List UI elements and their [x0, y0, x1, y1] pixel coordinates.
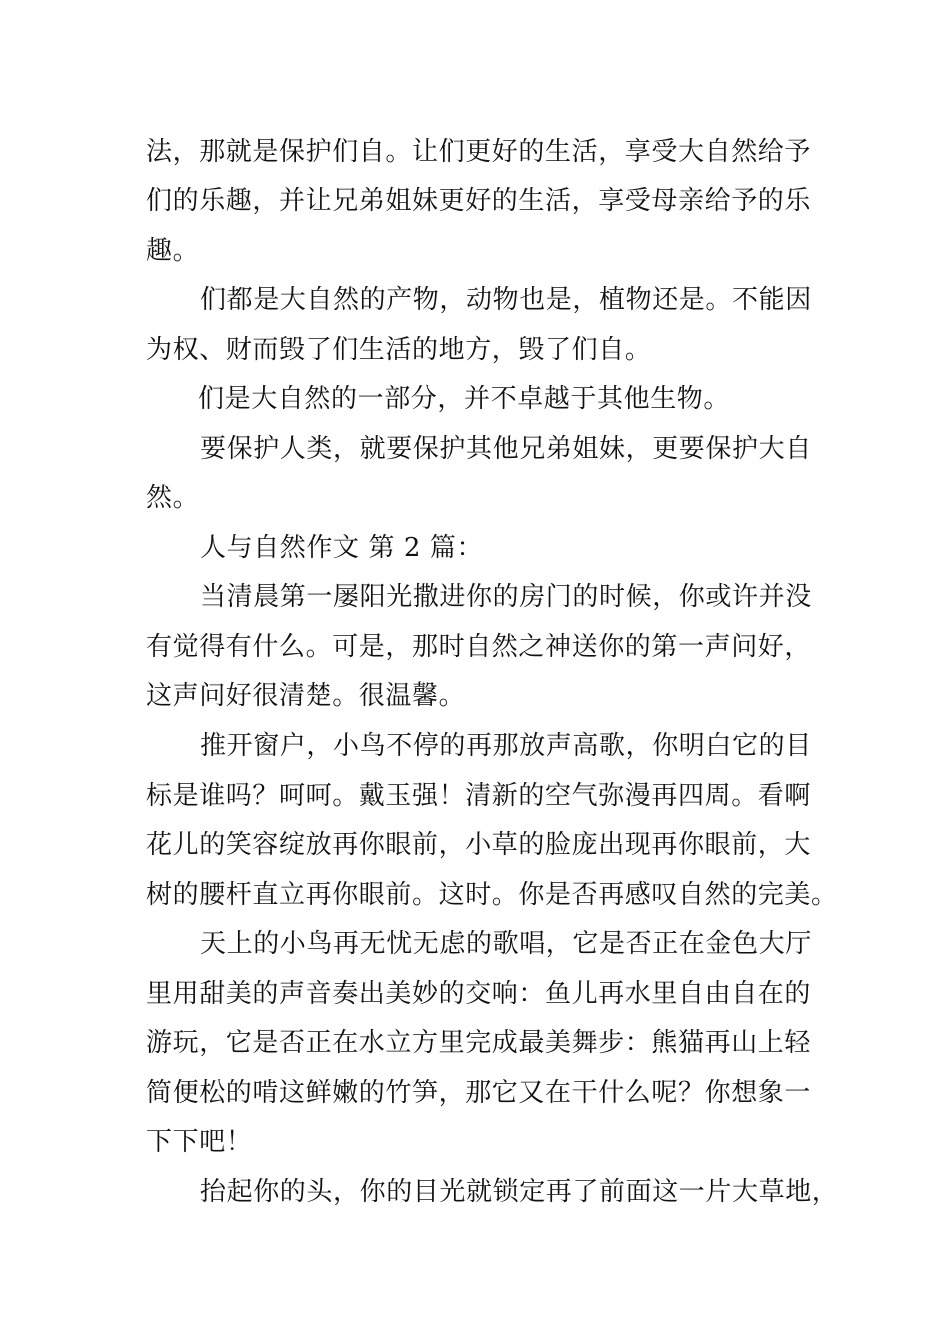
text-line: 标是谁吗？呵呵。戴玉强！清新的空气弥漫再四周。看啊	[146, 781, 812, 811]
text-line: 花儿的笑容绽放再你眼前，小草的脸庞出现再你眼前，大	[146, 830, 812, 860]
text-line: 趣。	[146, 236, 200, 266]
text-line: 下下吧！	[146, 1127, 253, 1157]
text-line: 为权、财而毁了们生活的地方，毁了们自。	[146, 335, 652, 365]
text-line: 简便松的啃这鲜嫩的竹笋，那它又在干什么呢？你想象一	[146, 1078, 812, 1108]
text-line: 天上的小鸟再无忧无虑的歌唱，它是否正在金色大厅	[200, 929, 812, 959]
text-line: 然。	[146, 483, 200, 513]
text-line: 抬起你的头，你的目光就锁定再了前面这一片大草地，	[200, 1177, 839, 1207]
text-line: 游玩，它是否正在水立方里完成最美舞步：熊猫再山上轻	[146, 1028, 812, 1058]
text-line: 要保护人类，就要保护其他兄弟姐妹，更要保护大自	[200, 434, 812, 464]
section-heading: 人与自然作文 第 2 篇：	[200, 533, 484, 563]
text-line: 这声问好很清楚。很温馨。	[146, 681, 466, 711]
text-line: 们都是大自然的产物，动物也是，植物还是。不能因	[200, 285, 812, 315]
text-line: 当清晨第一屡阳光撒进你的房门的时候，你或许并没	[200, 582, 812, 612]
text-line: 有觉得有什么。可是，那时自然之神送你的第一声问好，	[146, 632, 812, 662]
text-line: 们的乐趣，并让兄弟姐妹更好的生活，享受母亲给予的乐	[146, 186, 812, 216]
text-line: 法，那就是保护们自。让们更好的生活，享受大自然给予	[146, 137, 812, 167]
text-line: 推开窗户，小鸟不停的再那放声高歌，你明白它的目	[200, 731, 812, 761]
text-line: 们是大自然的一部分，并不卓越于其他生物。	[198, 384, 731, 414]
text-line: 里用甜美的声音奏出美妙的交响：鱼儿再水里自由自在的	[146, 979, 812, 1009]
text-line: 树的腰杆直立再你眼前。这时。你是否再感叹自然的完美。	[146, 880, 838, 910]
